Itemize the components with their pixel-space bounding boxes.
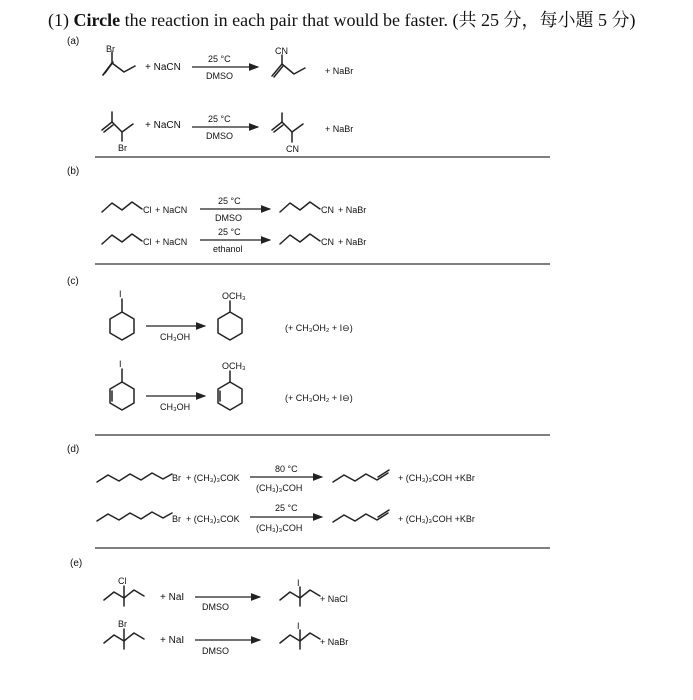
part-e-r1-substituent: Cl: [118, 576, 127, 586]
part-b-r1-cond-bottom: DMSO: [215, 213, 242, 223]
part-b-r1-cond-top: 25 °C: [218, 196, 241, 206]
part-d-r1-product: [333, 470, 389, 482]
part-a-r1-reactant: [103, 52, 135, 75]
part-c-r2-reactant: [110, 369, 134, 410]
part-d-r1-cond-bottom: (CH₃)₃COH: [256, 483, 303, 493]
question-bold-lead: Circle: [73, 10, 121, 30]
part-a-label: (a): [67, 36, 80, 47]
part-b-r1-substituent: Cl: [143, 205, 152, 215]
part-a-r2-prod-group: CN: [286, 144, 299, 154]
part-b-r2-product: [280, 234, 320, 244]
question-text: the reaction in each pair that would be faster.: [124, 10, 449, 30]
part-d-r1-reactant: [97, 473, 172, 482]
part-e-r2-reagent: + NaI: [160, 635, 185, 646]
part-d-r1-cond-top: 80 °C: [275, 464, 298, 474]
part-a-r2-cond-top: 25 °C: [208, 114, 231, 124]
part-b-r2-reactant: [102, 234, 142, 244]
part-e-r1-product: [280, 587, 320, 606]
part-e-r2-cond-bottom: DMSO: [202, 646, 229, 656]
part-a-r2-reagent: + NaCN: [145, 120, 181, 131]
part-a-r2-product: [272, 113, 303, 142]
part-d-label: (d): [67, 444, 80, 455]
part-e-r1-prod-group: I: [297, 578, 300, 588]
part-a-r1-cond-bottom: DMSO: [206, 71, 233, 81]
part-a-r1-cond-top: 25 °C: [208, 54, 231, 64]
part-e-r1-reagent: + NaI: [160, 592, 185, 603]
part-e-r2-byproduct: + NaBr: [320, 637, 349, 647]
part-b-r2-substituent: Cl: [143, 237, 152, 247]
part-b-r1-prod-group: CN: [321, 205, 334, 215]
part-d-r1-byproduct: + (CH₃)₃COH +KBr: [398, 473, 475, 483]
part-e-label: (e): [70, 558, 83, 569]
part-c-r1-substituent: I: [119, 289, 122, 299]
part-a-r1-byproduct: + NaBr: [325, 66, 354, 76]
part-d-r1-substituent: Br: [172, 473, 181, 483]
part-d-r2-substituent: Br: [172, 514, 181, 524]
part-c-r2-cond-bottom: CH₃OH: [160, 402, 191, 412]
question-points: (共 25 分，每小題 5 分): [452, 10, 636, 30]
part-b-r2-prod-group: CN: [321, 237, 334, 247]
part-c-r1-prod-group: OCH₃: [222, 291, 246, 301]
part-a-r2-reactant: [102, 112, 133, 141]
part-c-r1-product: [218, 301, 242, 340]
part-e-r2-prod-group: I: [297, 621, 300, 631]
part-b-r1-reagent: + NaCN: [155, 205, 188, 215]
part-d-r2-reactant: [97, 512, 172, 521]
question-number: (1): [48, 10, 69, 30]
part-c-label: (c): [67, 276, 79, 287]
part-d-r2-cond-bottom: (CH₃)₃COH: [256, 523, 303, 533]
part-a-r2-byproduct: + NaBr: [325, 124, 354, 134]
part-b-label: (b): [67, 166, 80, 177]
part-e-r1-reactant: [104, 586, 144, 606]
part-d-r2-cond-top: 25 °C: [275, 503, 298, 513]
part-a-r1-product: [272, 55, 305, 77]
part-c-r1-cond-bottom: CH₃OH: [160, 332, 191, 342]
part-e-r1-cond-bottom: DMSO: [202, 602, 229, 612]
part-d-r2-reagent: + (CH₃)₃COK: [186, 514, 240, 524]
part-e-r1-byproduct: + NaCl: [320, 594, 348, 604]
part-b-r1-byproduct: + NaBr: [338, 205, 367, 215]
part-c-r1-reactant: [110, 299, 134, 340]
part-c-r2-prod-group: OCH₃: [222, 361, 246, 371]
part-c-r2-substituent: I: [119, 359, 122, 369]
part-c-r2-byproduct: (+ CH₃OH₂ + I⊖): [285, 393, 353, 403]
part-b-r2-cond-bottom: ethanol: [213, 244, 243, 254]
part-c-r1-byproduct: (+ CH₃OH₂ + I⊖): [285, 323, 353, 333]
part-b-r1-product: [280, 202, 320, 212]
part-a-r1-reagent: + NaCN: [145, 62, 181, 73]
part-a-r2-cond-bottom: DMSO: [206, 131, 233, 141]
part-d-r1-reagent: + (CH₃)₃COK: [186, 473, 240, 483]
part-c-r2-product: [218, 371, 242, 410]
part-b-r2-reagent: + NaCN: [155, 237, 188, 247]
part-b-r1-reactant: [102, 202, 142, 212]
part-b-r2-byproduct: + NaBr: [338, 237, 367, 247]
part-a-r1-substituent: Br: [106, 44, 115, 54]
part-a-r2-substituent: Br: [118, 143, 127, 153]
part-a-r1-prod-group: CN: [275, 46, 288, 56]
part-d-r2-product: [333, 510, 389, 522]
part-b-r2-cond-top: 25 °C: [218, 227, 241, 237]
part-e-r2-product: [280, 630, 320, 649]
part-d-r2-byproduct: + (CH₃)₃COH +KBr: [398, 514, 475, 524]
part-e-r2-substituent: Br: [118, 619, 127, 629]
part-e-r2-reactant: [104, 629, 144, 649]
